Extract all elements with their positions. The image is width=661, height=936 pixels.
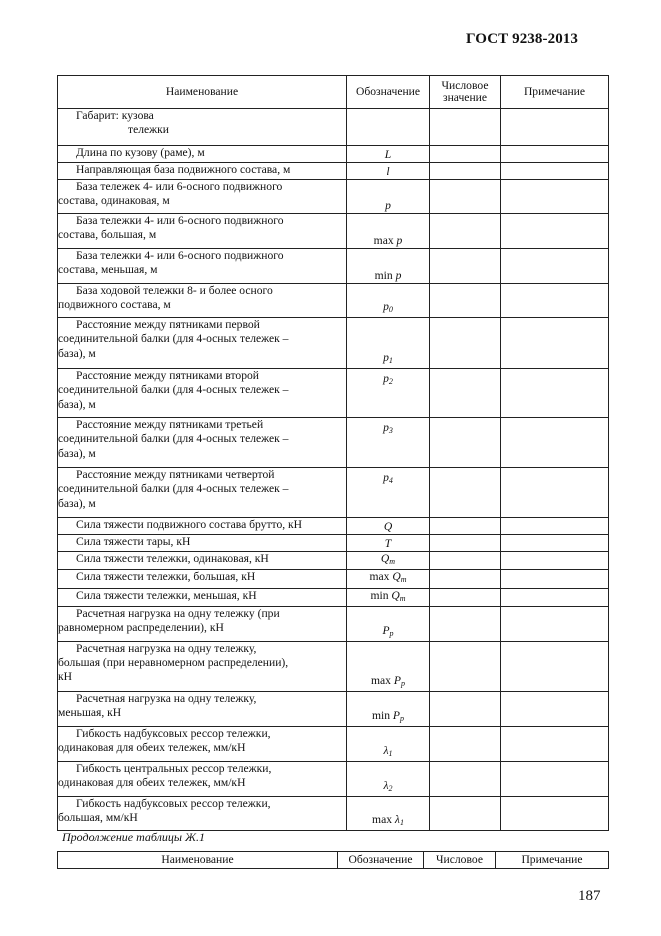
row-note (501, 214, 609, 249)
symbol-prefix: max (371, 673, 394, 687)
row-value (430, 180, 501, 214)
row-name-line: Расчетная нагрузка на одну тележку, (76, 691, 257, 705)
symbol-subscript: 1 (399, 817, 404, 827)
row-symbol (347, 109, 430, 146)
symbol-subscript: т (389, 557, 396, 566)
row-name (58, 518, 347, 535)
symbol-main: p (383, 421, 389, 434)
row-name-line: база), м (58, 346, 96, 360)
symbol-subscript: р (389, 628, 394, 638)
row-symbol (347, 761, 430, 796)
row-symbol (347, 641, 430, 691)
row-value (430, 796, 501, 830)
row-name-line: Гибкость надбуксовых рессор тележки, (76, 796, 271, 810)
row-symbol (347, 418, 430, 468)
row-note (501, 726, 609, 761)
symbol-subscript: 2 (388, 377, 393, 386)
row-name (58, 761, 347, 796)
row-name-line: соединительной балки (для 4-осных тележек – (58, 332, 289, 346)
row-symbol (347, 796, 430, 830)
row-name-line: состава, одинаковая, м (58, 194, 170, 208)
row-name-line: большая (при неравномерном распределении), (58, 656, 289, 670)
row-value (430, 588, 501, 606)
row-name-line: Длина по кузову (раме), м (76, 146, 205, 159)
row-value (430, 369, 501, 418)
standard-code: ГОСТ 9238-2013 (466, 31, 579, 47)
row-name-line: соединительной балки (для 4-осных тележек – (58, 432, 289, 446)
row-symbol (347, 570, 430, 588)
row-name-line: Сила тяжести подвижного состава брутто, кН (76, 518, 303, 531)
symbol-subscript: 0 (388, 304, 393, 314)
row-symbol (347, 535, 430, 552)
header-value-line1: Числовое (441, 78, 489, 92)
row-name-line: равномерном распределении), кН (58, 621, 224, 635)
row-name-line: База ходовой тележки 8- и более осного (76, 284, 273, 297)
row-note (501, 109, 609, 146)
row-value (430, 691, 501, 726)
continuation-caption: Продолжение таблицы Ж.1 (62, 830, 206, 844)
table-header-row (58, 76, 609, 109)
row-name (58, 468, 347, 518)
row-symbol (347, 163, 430, 180)
symbol-prefix: min (374, 268, 396, 282)
table-row (58, 163, 609, 180)
table-row (58, 318, 609, 369)
symbol-subscript: т (400, 575, 407, 585)
row-name-line: Гибкость надбуксовых рессор тележки, (76, 726, 271, 740)
row-value (430, 761, 501, 796)
symbol-main: L (384, 147, 392, 161)
row-name-line: Направляющая база подвижного состава, м (76, 163, 291, 176)
symbol-main: λ (383, 778, 389, 792)
symbol-main: Q (392, 570, 401, 584)
table-row (58, 606, 609, 641)
header-value (430, 76, 501, 109)
row-name-line: Сила тяжести тележки, одинаковая, кН (76, 552, 269, 565)
table-row (58, 691, 609, 726)
row-name-line: состава, большая, м (58, 228, 157, 242)
continuation-table-header (57, 851, 609, 869)
symbol-prefix: min (371, 708, 393, 722)
table-row (58, 180, 609, 214)
symbol-main: p (385, 198, 391, 212)
symbol-main: P (382, 623, 390, 637)
table-row (58, 214, 609, 249)
row-name (58, 418, 347, 468)
row-name-line: кН (58, 670, 73, 684)
symbol-subscript: р (400, 678, 405, 688)
symbol-main: λ (383, 743, 389, 757)
row-value (430, 535, 501, 552)
row-symbol (347, 468, 430, 518)
row-name-line: Расстояние между пятниками третьей (76, 418, 264, 431)
row-note (501, 518, 609, 535)
table-row (58, 726, 609, 761)
row-name (58, 180, 347, 214)
row-name-line: соединительной балки (для 4-осных тележек – (58, 383, 289, 397)
symbol-subscript: 1 (388, 355, 393, 365)
row-value (430, 468, 501, 518)
symbol-main: T (384, 536, 392, 550)
table-row (58, 761, 609, 796)
row-name (58, 535, 347, 552)
row-name-line: Расстояние между пятниками второй (76, 369, 259, 382)
row-symbol (347, 318, 430, 369)
table-row (58, 588, 609, 606)
row-name (58, 214, 347, 249)
row-note (501, 180, 609, 214)
continuation-header-row (58, 852, 609, 869)
row-name-line: меньшая, кН (58, 706, 122, 720)
table-row (58, 109, 609, 146)
symbol-prefix: max (369, 570, 393, 584)
row-name-line: Расчетная нагрузка на одну тележку, (76, 641, 257, 655)
row-note (501, 146, 609, 163)
row-name-line: база), м (58, 446, 96, 460)
symbol-main: Q (383, 519, 393, 533)
row-symbol (347, 284, 430, 318)
row-symbol (347, 518, 430, 535)
row-name (58, 588, 347, 606)
row-name-line: Сила тяжести тележки, большая, кН (76, 570, 256, 584)
row-note (501, 369, 609, 418)
row-name-line: Расстояние между пятниками четвертой (76, 468, 275, 481)
row-name-line: Гибкость центральных рессор тележки, (76, 761, 272, 775)
row-symbol (347, 691, 430, 726)
row-value (430, 418, 501, 468)
header-symbol: Обозначение (347, 76, 430, 109)
row-value (430, 518, 501, 535)
symbol-subscript: 3 (388, 426, 393, 435)
row-symbol (347, 146, 430, 163)
row-symbol (347, 369, 430, 418)
row-value (430, 109, 501, 146)
row-note (501, 691, 609, 726)
row-name-line: подвижного состава, м (58, 298, 171, 312)
row-name (58, 163, 347, 180)
table-row (58, 468, 609, 518)
row-note (501, 606, 609, 641)
row-symbol (347, 606, 430, 641)
row-note (501, 552, 609, 570)
table-row (58, 369, 609, 418)
row-symbol (347, 249, 430, 284)
symbol-main: p (395, 268, 402, 282)
row-name-line: База тележек 4- или 6-осного подвижного (76, 180, 283, 193)
row-name (58, 641, 347, 691)
cont-header-note: Примечание (496, 852, 609, 869)
row-name (58, 570, 347, 588)
table-row (58, 418, 609, 468)
symbol-subscript: 2 (388, 783, 393, 793)
row-symbol (347, 214, 430, 249)
row-name-line: Расчетная нагрузка на одну тележку (при (76, 606, 280, 620)
row-name-line: Габарит: кузова (76, 109, 154, 122)
page-number: 187 (578, 888, 601, 904)
symbol-subscript: т (399, 593, 406, 603)
row-name-line: одинаковая для обеих тележек, мм/кН (58, 741, 246, 755)
symbol-subscript: 1 (388, 748, 393, 758)
row-note (501, 535, 609, 552)
cont-header-name: Наименование (58, 852, 338, 869)
row-symbol (347, 726, 430, 761)
row-name-line: база), м (58, 397, 96, 411)
row-name (58, 369, 347, 418)
symbol-main: l (386, 164, 390, 178)
row-name-line: состава, меньшая, м (58, 263, 158, 277)
row-name (58, 318, 347, 369)
row-name-line: база), м (58, 496, 96, 510)
table-row (58, 518, 609, 535)
row-name-line: Расстояние между пятниками первой (76, 318, 260, 331)
row-value (430, 726, 501, 761)
symbol-main: Q (391, 588, 400, 602)
row-note (501, 249, 609, 284)
symbol-main: p (383, 350, 389, 364)
row-value (430, 552, 501, 570)
row-value (430, 318, 501, 369)
row-note (501, 468, 609, 518)
row-value (430, 249, 501, 284)
symbol-main: p (383, 471, 389, 484)
row-note (501, 284, 609, 318)
row-note (501, 418, 609, 468)
row-name (58, 249, 347, 284)
row-value (430, 214, 501, 249)
header-name: Наименование (58, 76, 347, 109)
table-row (58, 146, 609, 163)
row-name-line: Сила тяжести тележки, меньшая, кН (76, 588, 257, 602)
table-row (58, 641, 609, 691)
header-value-line2: значение (443, 91, 487, 104)
row-note (501, 588, 609, 606)
symbol-main: P (392, 708, 401, 722)
symbol-main: P (393, 673, 401, 687)
table-row (58, 284, 609, 318)
row-name (58, 726, 347, 761)
row-symbol (347, 552, 430, 570)
symbol-subscript: 4 (388, 476, 393, 485)
row-note (501, 796, 609, 830)
row-value (430, 641, 501, 691)
table-row (58, 552, 609, 570)
symbol-main: p (396, 233, 403, 247)
row-symbol (347, 180, 430, 214)
row-name-line: База тележки 4- или 6-осного подвижного (76, 214, 284, 227)
symbol-main: p (383, 372, 389, 385)
row-symbol (347, 588, 430, 606)
row-name-line: Сила тяжести тары, кН (76, 535, 191, 548)
row-name (58, 109, 347, 146)
cont-header-symbol: Обозначение (338, 852, 424, 869)
row-name (58, 606, 347, 641)
row-value (430, 606, 501, 641)
table-row (58, 570, 609, 588)
row-name-line: одинаковая для обеих тележек, мм/кН (58, 776, 246, 790)
symbol-prefix: max (372, 812, 395, 826)
row-name-line: тележки (128, 123, 169, 137)
symbol-prefix: min (370, 588, 392, 602)
symbol-prefix: max (373, 233, 397, 247)
header-note: Примечание (501, 76, 609, 109)
row-name (58, 796, 347, 830)
table-row (58, 249, 609, 284)
row-note (501, 318, 609, 369)
symbol-subscript: р (400, 713, 405, 723)
row-note (501, 570, 609, 588)
row-note (501, 163, 609, 180)
row-name-line: большая, мм/кН (58, 811, 138, 825)
row-name (58, 552, 347, 570)
table-row (58, 796, 609, 830)
row-note (501, 761, 609, 796)
table-body (58, 109, 609, 831)
row-name (58, 284, 347, 318)
row-value (430, 163, 501, 180)
symbol-main: Q (380, 552, 390, 565)
table-row (58, 535, 609, 552)
parameters-table (57, 75, 609, 831)
symbol-main: λ (394, 812, 400, 826)
row-name-line: соединительной балки (для 4-осных тележек – (58, 482, 289, 496)
row-name-line: База тележки 4- или 6-осного подвижного (76, 249, 284, 262)
row-value (430, 284, 501, 318)
row-value (430, 146, 501, 163)
cont-header-value: Числовое (424, 852, 496, 869)
row-name (58, 691, 347, 726)
row-value (430, 570, 501, 588)
symbol-main: p (383, 299, 389, 313)
row-note (501, 641, 609, 691)
row-name (58, 146, 347, 163)
